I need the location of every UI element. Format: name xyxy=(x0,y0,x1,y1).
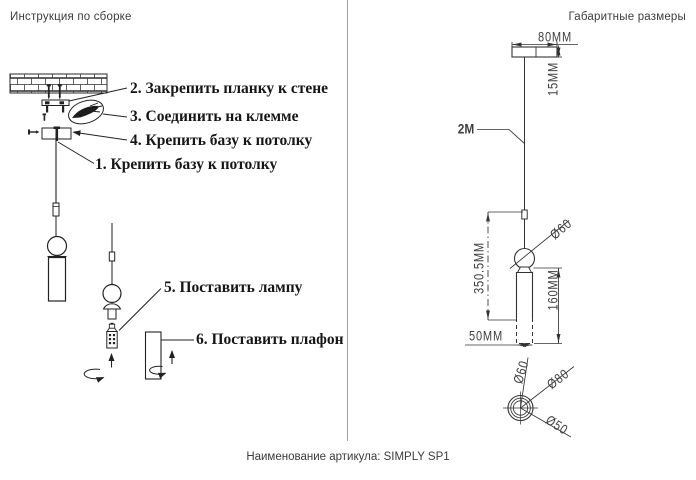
dimensions-title: Габаритные размеры xyxy=(568,11,686,23)
led-bulb xyxy=(107,323,117,348)
dim-overall-height-label: 350.5MM xyxy=(471,242,487,294)
dim-ball-diameter-label: Ø60 xyxy=(547,215,575,242)
step-2-label: 2. Закрепить планку к стене xyxy=(130,79,329,97)
lamp-shade-figure xyxy=(146,332,162,379)
dim-bottom-d80-label: Ø80 xyxy=(544,365,572,392)
mounting-bracket xyxy=(42,100,69,121)
dim-canopy-height xyxy=(557,46,562,58)
step-4-label: 4. Крепить базу к потолку xyxy=(130,131,313,149)
assembly-title: Инструкция по сборке xyxy=(10,11,132,23)
step-1-label: 1. Крепить базу к потолку xyxy=(95,156,278,173)
article-name: Наименование артикула: SIMPLY SP1 xyxy=(246,451,450,463)
dim-canopy-height-label: 15MM xyxy=(545,61,560,97)
step-6-label: 6. Поставить плафон xyxy=(196,331,344,348)
dim-bottom-d50-label: Ø50 xyxy=(543,412,571,438)
ceiling-base xyxy=(28,127,71,142)
dim-cord-length-label: 2М xyxy=(457,121,474,137)
side-screw-icon xyxy=(28,130,39,135)
pendant-lamp-assembled xyxy=(48,139,67,301)
step-3-label: 3. Соединить на клемме xyxy=(130,108,299,125)
dim-bottom-d60-label: Ø60 xyxy=(510,358,532,385)
dim-canopy-width-label: 80MM xyxy=(537,29,573,44)
canopy-drawing xyxy=(512,47,557,57)
pendant-socket-figure xyxy=(103,223,121,319)
dim-shade-height-label: 160MM xyxy=(545,269,561,311)
dim-shade-width-label: 50MM xyxy=(468,328,504,344)
rotate-arrow-icon xyxy=(84,369,103,379)
step-5-label: 5. Поставить лампу xyxy=(164,279,303,296)
